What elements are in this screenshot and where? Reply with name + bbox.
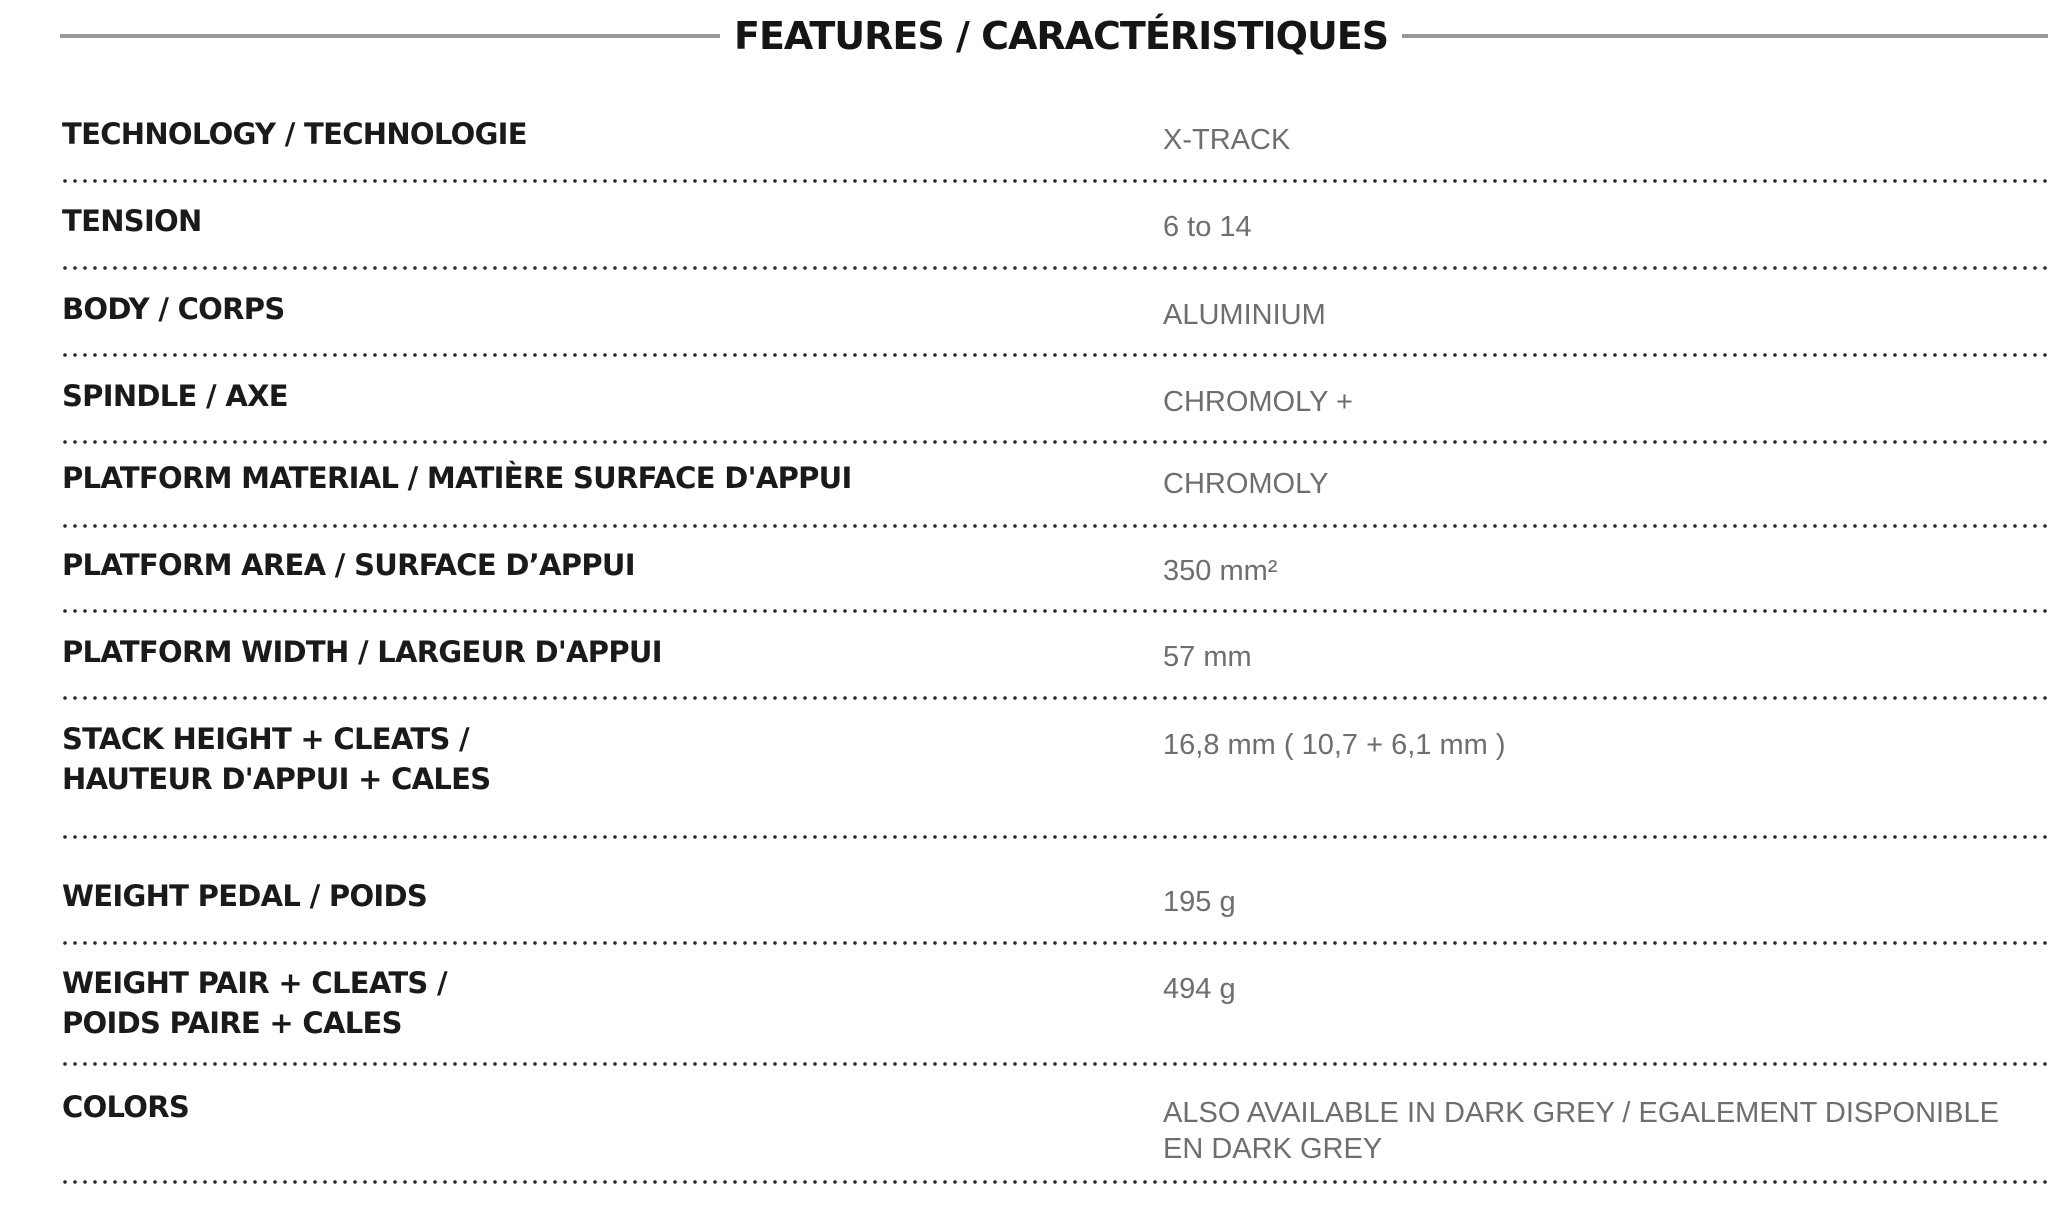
spec-label-line: STACK HEIGHT + CLEATS / [62, 722, 469, 756]
spec-value-line: EN DARK GREY [1163, 1133, 1383, 1165]
spec-value-line: 6 to 14 [1163, 211, 1252, 243]
dotted-divider [60, 941, 2048, 945]
spec-value-line: CHROMOLY [1163, 468, 1329, 500]
spec-label [62, 1087, 189, 1127]
spec-value [1163, 1095, 1999, 1167]
spec-value-line: X-TRACK [1163, 124, 1291, 156]
dotted-divider [60, 696, 2048, 700]
spec-value [1163, 553, 1277, 589]
spec-label [62, 963, 447, 1043]
spec-value [1163, 384, 1353, 420]
spec-label [62, 545, 635, 585]
page-title: FEATURES / CARACTÉRISTIQUES [734, 14, 1389, 58]
dotted-divider [60, 1180, 2048, 1184]
spec-label-line: PLATFORM AREA / SURFACE D’APPUI [62, 548, 635, 582]
spec-label-line: WEIGHT PAIR + CLEATS / [62, 966, 447, 1000]
spec-label-line: POIDS PAIRE + CALES [62, 1006, 402, 1040]
spec-value-line: 350 mm² [1163, 555, 1278, 587]
spec-value [1163, 971, 1236, 1007]
spec-label-line: PLATFORM MATERIAL / MATIÈRE SURFACE D'APPUI [62, 461, 852, 495]
spec-value [1163, 122, 1290, 158]
spec-label [62, 376, 288, 416]
spec-label-line: TENSION [62, 204, 202, 238]
spec-label-line: BODY / CORPS [62, 292, 285, 326]
spec-value-line: 195 g [1163, 886, 1236, 918]
spec-label-line: PLATFORM WIDTH / LARGEUR D'APPUI [62, 635, 662, 669]
spec-label [62, 114, 527, 154]
spec-value-line: ALUMINIUM [1163, 299, 1326, 331]
spec-label [62, 632, 662, 672]
spec-label [62, 876, 427, 916]
dotted-divider [60, 835, 2048, 839]
spec-label [62, 201, 202, 241]
spec-label [62, 458, 852, 498]
spec-label-line: TECHNOLOGY / TECHNOLOGIE [62, 117, 527, 151]
spec-label [62, 719, 490, 799]
spec-value [1163, 884, 1236, 920]
dotted-divider [60, 524, 2048, 528]
spec-value-line: ALSO AVAILABLE IN DARK GREY / EGALEMENT DISPONIBLE [1163, 1097, 1999, 1129]
spec-value-line: 57 mm [1163, 641, 1252, 673]
spec-value-line: 16,8 mm ( 10,7 + 6,1 mm ) [1163, 729, 1506, 761]
spec-value [1163, 466, 1328, 502]
spec-value-line: 494 g [1163, 973, 1236, 1005]
spec-label-line: HAUTEUR D'APPUI + CALES [62, 762, 491, 796]
dotted-divider [60, 266, 2048, 270]
spec-label [62, 289, 285, 329]
spec-value [1163, 639, 1252, 675]
spec-value [1163, 209, 1252, 245]
spec-label-line: SPINDLE / AXE [62, 379, 288, 413]
dotted-divider [60, 609, 2048, 613]
spec-label-line: WEIGHT PEDAL / POIDS [62, 879, 428, 913]
dotted-divider [60, 353, 2048, 357]
dotted-divider [60, 179, 2048, 183]
spec-value-line: CHROMOLY + [1163, 386, 1353, 418]
dotted-divider [60, 440, 2048, 444]
dotted-divider [60, 1062, 2048, 1066]
spec-value [1163, 297, 1326, 333]
spec-label-line: COLORS [62, 1090, 190, 1124]
spec-value [1163, 727, 1505, 763]
